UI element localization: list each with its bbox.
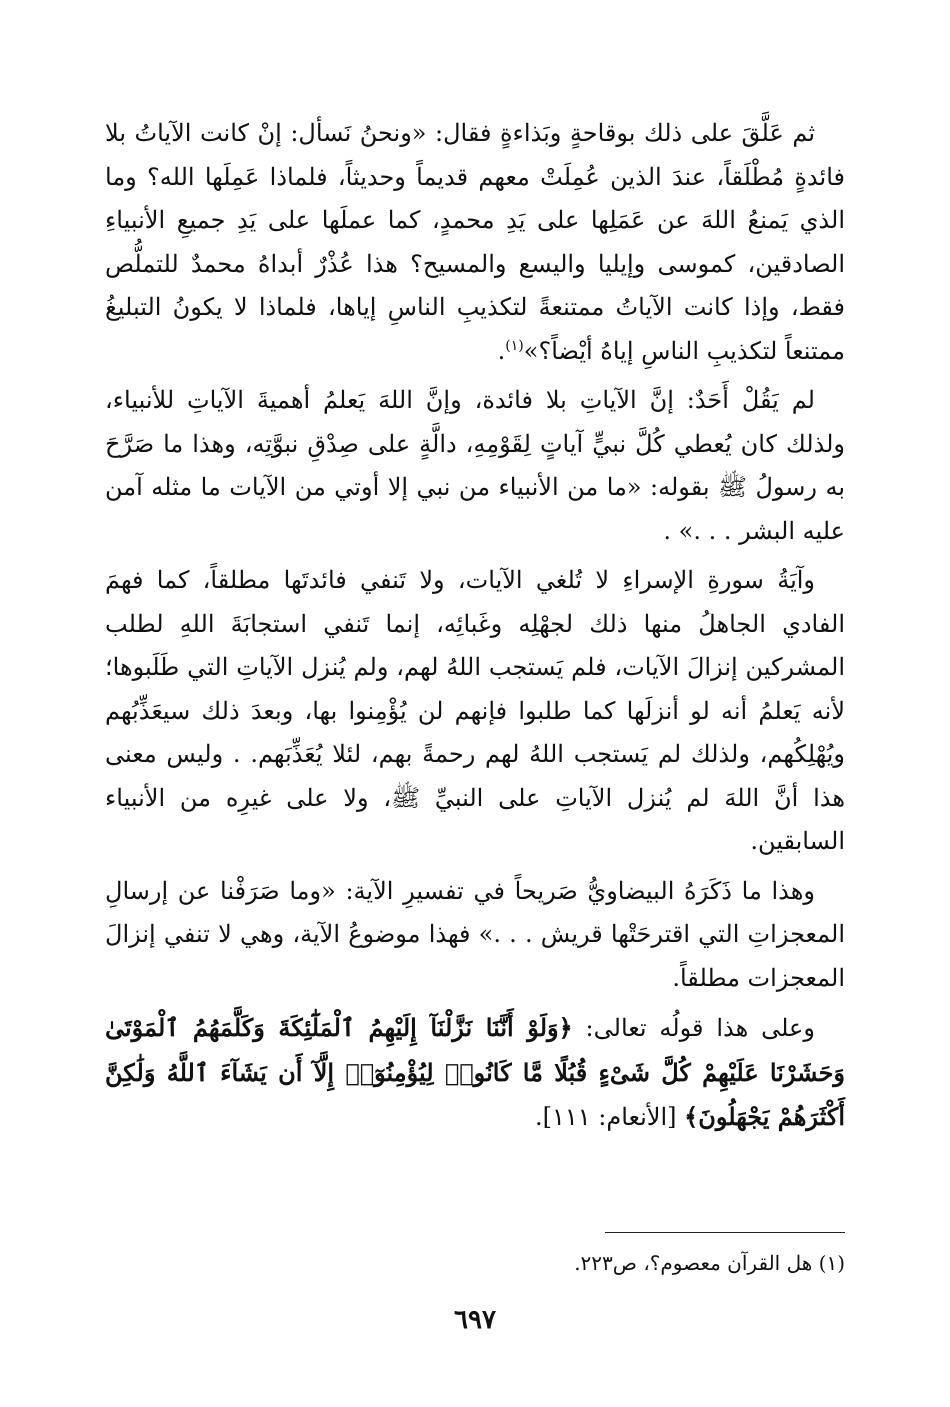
quran-citation: [الأنعام: ١١١]. bbox=[534, 1103, 677, 1131]
quran-verse: ﴿وَلَوْ أَنَّنَا نَزَّلْنَآ إِلَيْهِمُ ٱلْمَلَٰٓئِكَةَ وَكَلَّمَهُمُ ٱلْمَوْتَىٰ وَحَشَرْنَا عَلَيْهِمْ كُلَّ شَىْءٍ قُبُلًا مَّا كَانُوا۟ لِيُؤْمِنُوٓا۟ إِلَّآ أَن يَشَآءَ ٱللَّهُ وَلَٰكِنَّ أَكْثَرَهُمْ يَجْهَلُونَ﴾ bbox=[105, 1013, 845, 1131]
quran-intro: وعلى هذا قولُه تعالى: bbox=[585, 1014, 815, 1042]
paragraph-3: وآيَةُ سورةِ الإسراءِ لا تُلغي الآيات، ولا تَنفي فائدتَها مطلقاً، كما فهمَ الفادي الجاهلُ منها ذلك لجهْلِه وغَبائِه، إنما تَنفي استجابَةَ اللهِ لطلب المشركين إنزالَ الآيات، فلم يَستجب اللهُ لهم، ولم يُنزل الآياتِ التي طَلَبوها؛ لأنه يَعلمُ أنه لو أنزلَها كما طلبوا فإنهم لن يُؤْمِنوا بها، وبعدَ ذلك سيعَذِّبُهم ويُهْلِكُهم، ولذلك لم يَستجب اللهُ لهم رحمةً بهم، لئلا يُعَذِّبَهم. . وليس معنى هذا أنَّ اللهَ لم يُنزل الآياتِ على النبيِّ ﷺ، ولا على غيرِه من الأنبياء السابقين. bbox=[105, 566, 845, 855]
footnote: (١) هل القرآن معصوم؟، ص٢٢٣. bbox=[574, 1251, 845, 1275]
paragraph-1 bbox=[105, 112, 845, 373]
footnote-ref-1[interactable]: (١) bbox=[505, 337, 524, 354]
paragraph-1-text: ثم عَلَّقَ على ذلك بوقاحةٍ وبَذاءةٍ فقال: «ونحنُ نَسأل: إنْ كانت الآياتُ بلا فائدةٍ مُطْلَقاً، عندَ الذين عُمِلَتْ معهم قديماً وحديثاً، فلماذا عَمِلَها الله؟ وما الذي يَمنعُ اللهَ عن عَمَلِها على يَدِ محمدٍ، كما عملَها على يَدِ جميعِ الأنبياءِ الصادقين، كموسى وإيليا واليسع والمسيح؟ هذا عُذْرٌ أبداهُ محمدٌ للتملُّص فقط، وإذا كانت الآياتُ ممتنعةً لتكذيبِ الناسِ إياها، فلماذا لا يكونُ التبليغُ ممتنعاً لتكذيبِ الناسِ إياهُ أيْضاً؟» bbox=[105, 119, 845, 365]
paragraph-2: لم يَقُلْ أَحَدٌ: إنَّ الآياتِ بلا فائدة، وإنَّ اللهَ يَعلمُ أهميةَ الآياتِ للأنبياء، ولذلك كان يُعطي كُلَّ نبيٍّ آياتٍ لِقَوْمِهِ، دالَّةٍ على صِدْقِ نبوَّتِه، وهذا ما صَرَّحَ به رسولُ ﷺ بقوله: «ما من الأنبياء من نبي إلا أوتي من الآيات ما مثله آمن عليه البشر . . .» . bbox=[105, 386, 845, 545]
main-text bbox=[105, 112, 845, 1140]
paragraph-5 bbox=[105, 1006, 845, 1140]
footnote-divider bbox=[605, 1232, 845, 1233]
paragraph-1-end: . bbox=[497, 336, 506, 365]
page-number: ٦٩٧ bbox=[454, 1305, 496, 1335]
paragraph-4: وهذا ما ذَكَرَهُ البيضاويُّ صَريحاً في تفسيرِ الآية: «وما صَرَفْنا عن إرسالِ المعجزاتِ التي اقترحَتْها قريش . . .» فهذا موضوعُ الآية، وهي لا تنفي إنزالَ المعجزات مطلقاً. bbox=[105, 876, 845, 992]
